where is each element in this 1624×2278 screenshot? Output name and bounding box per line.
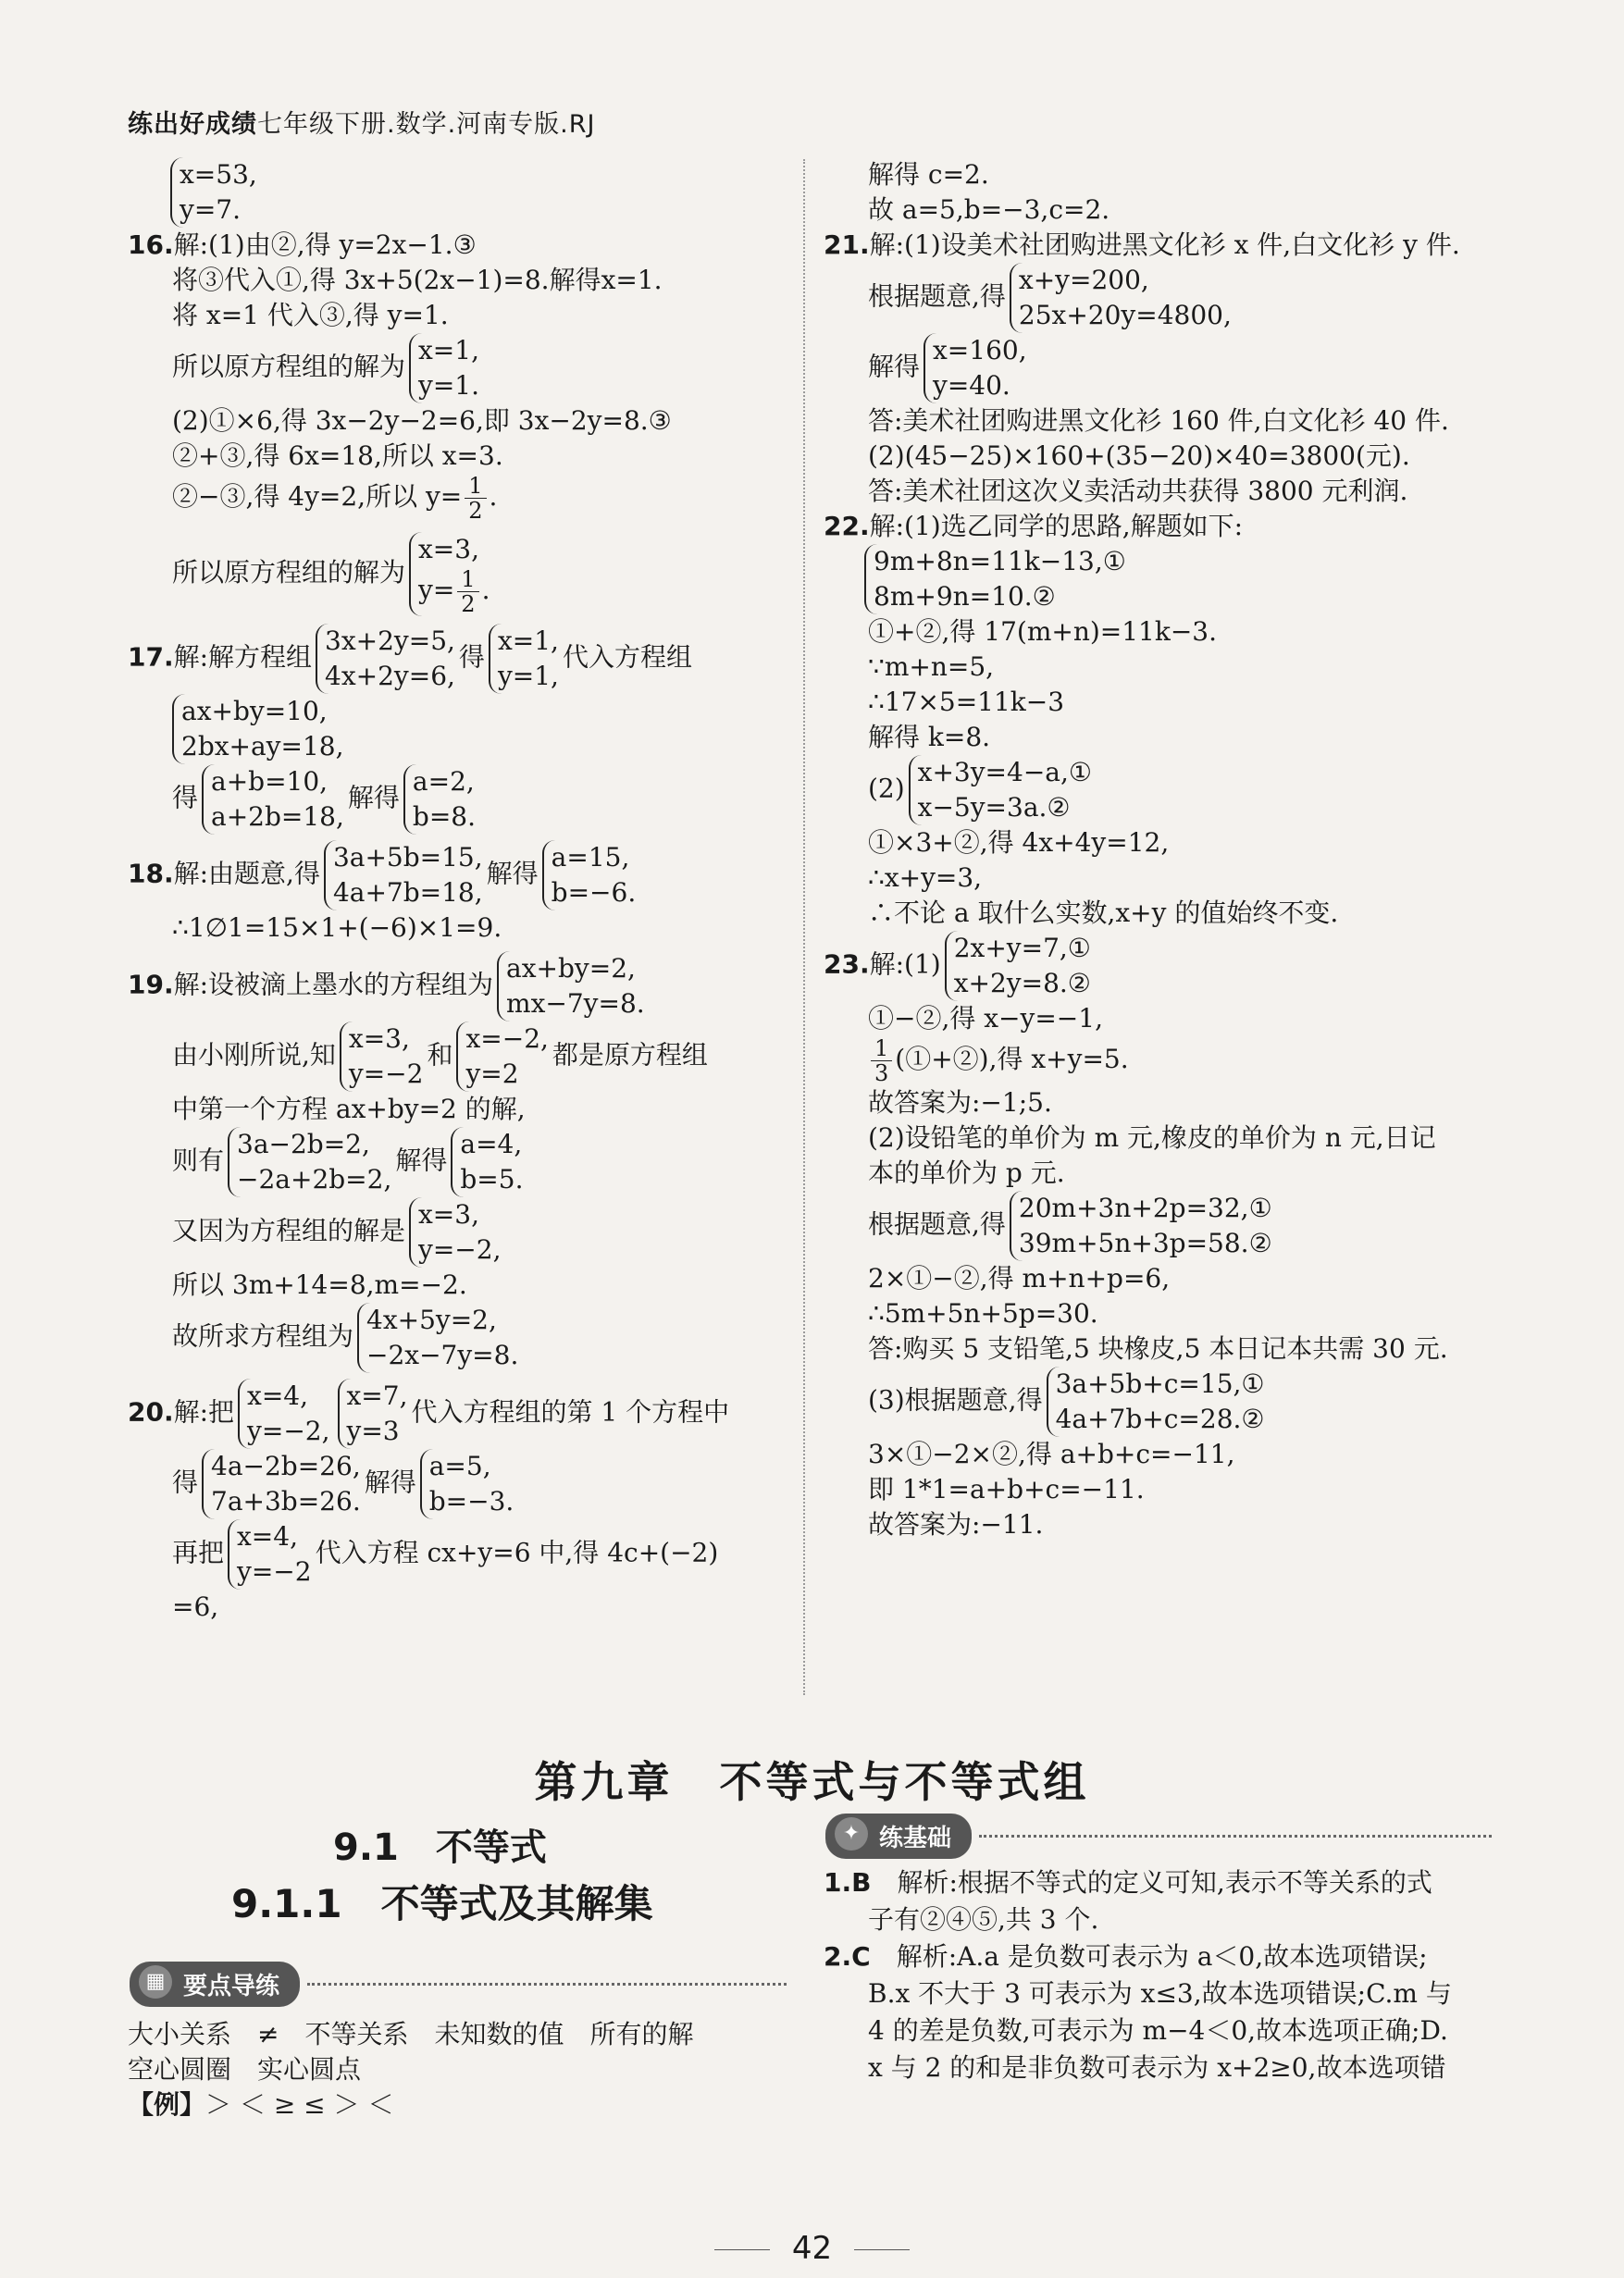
section-title: 9.1 不等式 <box>333 1826 547 1869</box>
fraction: $\frac{1}{2}$ <box>465 474 486 523</box>
book-brand: 练出好成绩 <box>128 110 257 139</box>
dotted-rule <box>307 1983 787 1986</box>
book-info: 七年级下册.数学.河南专版.RJ <box>257 110 596 139</box>
equation-brace: x=53, y=7. <box>170 157 257 228</box>
question-20: 20.解:把 x=4, y=−2, x=7, y=3 代入方程组的第 1 个方程中 得 4a−2b=26, 7a+3b=26. 解得 a=5, b=−3. 再把 x=4, y=−2 代入方程 cx+y=6 中,得 4c+(−2) =6, <box>128 1380 730 1622</box>
question-22: 22.解:(1)选乙同学的思路,解题如下: 9m+8n=11k−13,① 8m+9n=10.② ①+②,得 17(m+n)=11k−3. ∵m+n=5, ∴17×5=11k−3 解得 k=8. (2) x+3y=4−a,① x−5y=3a.② ①×3+②,得 4x+4y=12, ∴x+y=3, ∴不论 a 取什么实数,x+y 的值始终不变. <box>824 511 1339 928</box>
practice-answers: 1.B 解析:根据不等式的定义可知,表示不等关系的式 子有②④⑤,共 3 个. 2.C 解析:A.a 是负数可表示为 a＜0,故本选项错误; B.x 不大于 3 可表示为 x≤3,故本选项错误;C.m 与 4 的差是负数,可表示为 m−4＜0,故本选项正确;D. x 与 2 的和是非负数可表示为 x+2≥0,故本选项错 <box>824 1867 1452 2083</box>
answer-system <box>128 157 785 228</box>
question-number: 16. <box>128 229 174 260</box>
subsection-title: 9.1.1 不等式及其解集 <box>231 1881 653 1926</box>
question-17: 17.解:解方程组 3x+2y=5, 4x+2y=6, 得 x=1, y=1, 代入方程组 ax+by=10, 2bx+ay=18, 得 a+b=10, a+2b=18, 解得 a=2, b=8. <box>128 624 785 835</box>
grid-icon: ▦ <box>139 1965 172 1999</box>
question-23: 23.解:(1) 2x+y=7,① x+2y=8.② ①−②,得 x−y=−1, $\frac{1}{3}$ (①+②),得 x+y=5. 故答案为:−1;5. (2)设铅笔的单价为 m 元,橡皮的单价为 n 元,日记 本的单价为 p 元. 根据题意,得 20m+3n+2p=32,① 39m+5n+3p=58.② 2×①−②,得 m+n+p=6, ∴5m+5n+5p=30. 答:购买 5 支铅笔,5 块橡皮,5 本日记本共需 30 元. (3)根据题意,得 3a+5b+c=15,① 4a+7b+c=28.② 3×①−2×②,得 a+b+c=−11, 即 1*1=a+b+c=−11. 故答案为:−11. <box>824 933 1448 1540</box>
left-column <box>128 157 785 1625</box>
keypoints-badge: ▦ 要点导练 <box>130 1962 787 2007</box>
chapter-title: 第九章 不等式与不等式组 <box>534 1757 1090 1807</box>
column-divider <box>803 159 805 1695</box>
running-header <box>128 104 595 140</box>
question-19: 19.解:设被滴上墨水的方程组为 ax+by=2, mx−7y=8. 由小刚所说,知 x=3, y=−2 和 x=−2, y=2 都是原方程组 中第一个方程 ax+by=2 的解, 则有 3a−2b=2, −2a+2b=2, 解得 a=4, b=5. 又因为方程组的解是 x=3, y=−2, 所以 3m+14=8,m=−2. 故所求方程组为 4x+5y=2, −2x−7y=8. <box>128 951 785 1373</box>
question-21: 21.解:(1)设美术社团购进黑文化衫 x 件,白文化衫 y 件. 根据题意,得 x+y=200, 25x+20y=4800, 解得 x=160, y=40. 答:美术社团购进黑文化衫 160 件,白文化衫 40 件. (2)(45−25)×160+(35−20)×40=3800(元). 答:美术社团这次义卖活动共获得 3800 元利润. <box>824 229 1460 506</box>
practice-badge: ✦ 练基础 <box>825 1814 1492 1859</box>
dotted-rule <box>979 1835 1492 1838</box>
keypoints-answers: 大小关系 ≠ 不等关系 未知数的值 所有的解 空心圆圈 实心圆点 【例】＞ ＜ ≥ ≤ ＞ ＜ <box>128 2019 694 2120</box>
equation-brace: x=3, y= $\frac{1}{2}$ . <box>409 532 490 616</box>
question-18: 18.解:由题意,得 3a+5b=15, 4a+7b=18, 解得 a=15, b=−6. ∴1∅1=15×1+(−6)×1=9. <box>128 842 637 943</box>
runner-icon: ✦ <box>835 1817 868 1851</box>
right-column: 解得 c=2. 故 a=5,b=−3,c=2. 21.解:(1)设美术社团购进黑文化衫 x 件,白文化衫 y 件. 根据题意,得 x+y=200, 25x+20y=4800, 解得 x=160, y=40. 答:美术社团购进黑文化衫 160 件,白文化衫 40 件. (2)(45−25)×160+(35−20)×40=3800(元). 答:美术社团这次义卖活动共获得 3800 元利润. 22.解:(1)选乙同学的思路,解题如下: 9m+8n=11k−13,① 8m+9n=10.② ①+②,得 17(m+n)=11k−3. ∵m+n=5, ∴17×5=11k−3 解得 k=8. (2) x+3y=4−a,① x−5y=3a.② ①×3+②,得 4x+4y=12, ∴x+y=3, ∴不论 a 取什么实数,x+y 的值始终不变. 23.解:(1) 2x+y=7,① x+2y=8.② ①−②,得 x−y=−1, $\frac{1}{3}$ (①+②),得 x+y=5. 故答案为:−1;5. (2)设铅笔的单价为 m 元,橡皮的单价为 n 元,日记 本的单价为 p 元. 根据题意,得 20m+3n+2p=32,① 39m+5n+3p=58.② 2×①−②,得 m+n+p=6, ∴5m+5n+5p=30. 答:购买 5 支铅笔,5 块橡皮,5 本日记本共需 30 元. (3)根据题意,得 3a+5b+c=15,① 4a+7b+c=28.② 3×①−2×②,得 a+b+c=−11, 即 1*1=a+b+c=−11. 故答案为:−11. <box>824 157 1490 1542</box>
page-number: 42 <box>0 2230 1624 2267</box>
question-16: 16.解:(1)由②,得 y=2x−1.③ 将③代入①,得 3x+5(2x−1)=8.解得x=1. 将 x=1 代入③,得 y=1. 所以原方程组的解为 x=1, y=1. (2)①×6,得 3x−2y−2=6,即 3x−2y=8.③ ②+③,得 6x=18,所以 x=3. ②−③,得 4y=2,所以 y= $\frac{1}{2}$ . 所以原方程组的解为 x=3, y= $\frac{1}{2}$ . <box>128 229 672 617</box>
equation-brace: x=1, y=1. <box>409 333 479 403</box>
